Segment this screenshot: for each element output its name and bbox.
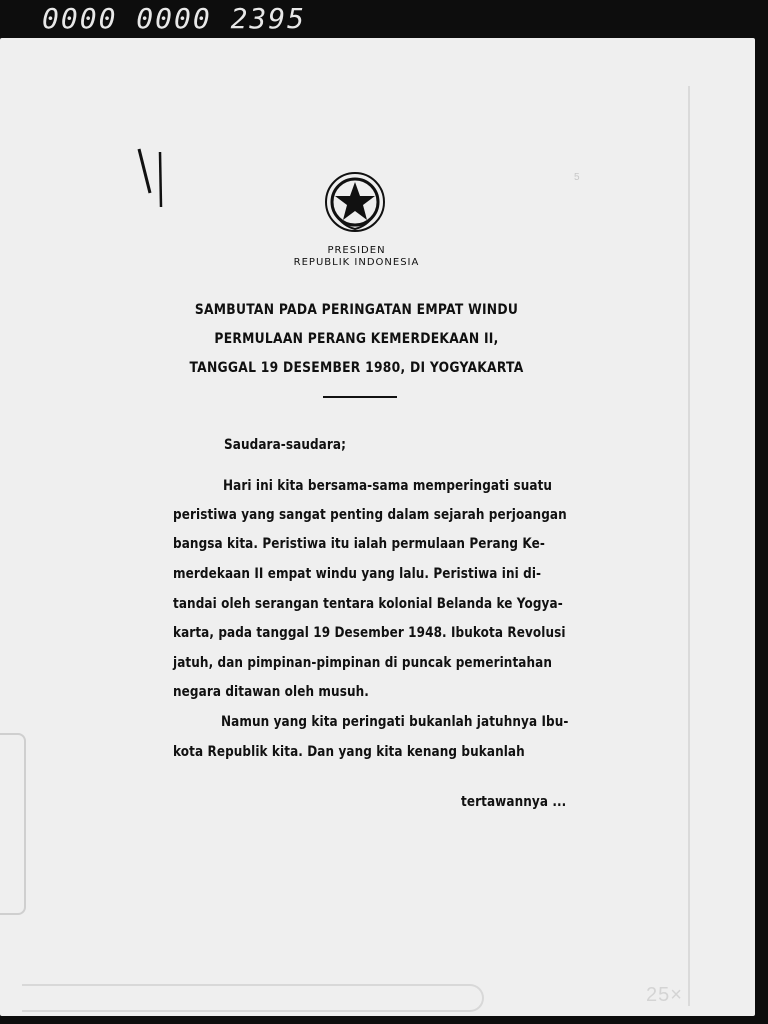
pen-stroke-mark bbox=[136, 147, 168, 211]
body-line: peristiwa yang sangat penting dalam sejarah perjoangan bbox=[173, 507, 567, 523]
presidential-seal-icon bbox=[323, 170, 387, 234]
body-line: merdekaan II empat windu yang lalu. Peristiwa ini di- bbox=[173, 566, 542, 582]
paper-bottom-fold bbox=[22, 984, 484, 1012]
body-line: bangsa kita. Peristiwa itu ialah permulaan Perang Ke- bbox=[173, 536, 545, 552]
title-line-3: TANGGAL 19 DESEMBER 1980, DI YOGYAKARTA bbox=[189, 360, 524, 376]
body-line: Hari ini kita bersama-sama memperingati suatu bbox=[223, 478, 553, 494]
body-line: kota Republik kita. Dan yang kita kenang bukanlah bbox=[173, 744, 525, 760]
paper-left-tab bbox=[0, 733, 26, 915]
body-line: tandai oleh serangan tentara kolonial Belanda ke Yogya- bbox=[173, 596, 563, 612]
letterhead-presiden: PRESIDEN bbox=[327, 245, 386, 256]
body-line: karta, pada tanggal 19 Desember 1948. Ibukota Revolusi bbox=[173, 625, 566, 641]
body-line: jatuh, dan pimpinan-pimpinan di puncak pemerintahan bbox=[173, 655, 553, 671]
page-pencil-mark: 5 bbox=[574, 172, 580, 183]
salutation: Saudara-saudara; bbox=[224, 437, 347, 453]
body-line: Namun yang kita peringati bukanlah jatuhnya Ibu- bbox=[221, 714, 569, 730]
reduction-ratio-mark: 25× bbox=[646, 984, 683, 1006]
catchword: tertawannya ... bbox=[461, 794, 567, 810]
title-underline bbox=[323, 396, 397, 398]
title-line-1: SAMBUTAN PADA PERINGATAN EMPAT WINDU bbox=[194, 302, 519, 318]
letterhead-republik-indonesia: REPUBLIK INDONESIA bbox=[293, 257, 420, 268]
film-frame-counter: 0000 0000 2395 bbox=[42, 2, 307, 35]
body-line: negara ditawan oleh musuh. bbox=[173, 684, 369, 700]
paper-edge-strip bbox=[688, 86, 690, 1006]
title-line-2: PERMULAAN PERANG KEMERDEKAAN II, bbox=[214, 331, 499, 347]
